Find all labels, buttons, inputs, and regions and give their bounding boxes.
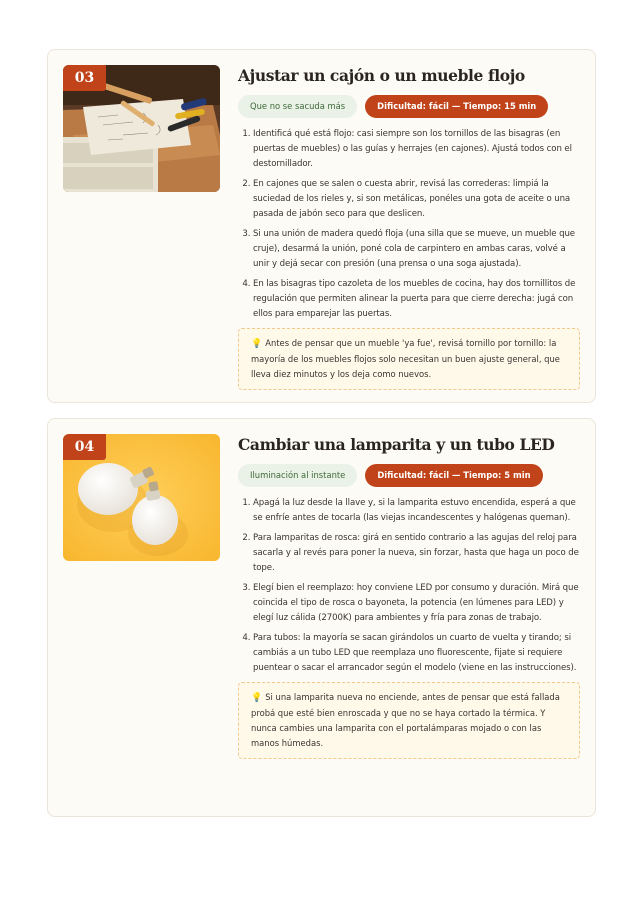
list-item: 1. Apagá la luz desde la llave y, si la lamparita estuvo encendida, esperá a que se enfríe antes de tocarla (las viejas incandescentes y halógenas queman).	[253, 496, 580, 526]
list-item: 1. Identificá qué está flojo: casi siempre son los tornillos de las bisagras (en puertas de muebles) o las guías y herrajes (en cajones). Ajustá todos con el destornillador.	[253, 127, 580, 172]
lightbulb-icon: 💡	[251, 693, 263, 703]
difficulty-time-badge: Dificultad: fácil — Tiempo: 15 min	[365, 95, 548, 118]
list-item: 4. Para tubos: la mayoría se sacan girándolos un cuarto de vuelta y tirando; si cambiás a un tubo LED que reemplaza uno fluorescente, fijate si requiere puentear o sacar el arrancador según el modelo (viene en las instrucciones).	[253, 631, 580, 676]
list-item: 4. En las bisagras tipo cazoleta de los muebles de cocina, hay dos tornillitos de regulación que permiten alinear la puerta para que cierre derecha: jugá con ellos para emparejar las puertas.	[253, 277, 580, 322]
step-number-badge: 04	[63, 434, 106, 460]
badge-row	[238, 464, 580, 487]
tip-text: Antes de pensar que un mueble 'ya fue', revisá tornillo por tornillo: la mayoría de los muebles flojos solo necesitan un buen ajuste general, que lleva diez minutos y los deja como nuevos.	[251, 338, 560, 379]
step-number-badge: 03	[63, 65, 106, 91]
steps-list	[238, 496, 580, 676]
card-title: Ajustar un cajón o un mueble flojo	[238, 66, 525, 85]
tip-box	[238, 328, 580, 390]
light-bulbs-photo	[63, 434, 220, 561]
list-item: 3. Elegí bien el reemplazo: hoy conviene LED por consumo y duración. Mirá que coincida el tipo de rosca o bayoneta, la potencia (en lúmenes para LED) y elegí luz cálida (2700K) para ambientes y fría para zonas de trabajo.	[253, 581, 580, 626]
tag-badge: Iluminación al instante	[238, 464, 357, 487]
badge-row	[238, 95, 580, 118]
guide-card-lightbulb	[47, 418, 596, 817]
steps-list	[238, 127, 580, 322]
tag-badge: Que no se sacuda más	[238, 95, 357, 118]
tip-text: Si una lamparita nueva no enciende, antes de pensar que está fallada probá que esté bien enroscada y que no se haya cortado la térmica. Y nunca cambies una lamparita con el portalámparas mojado o con las manos húmedas.	[251, 692, 560, 748]
tip-box	[238, 682, 580, 759]
list-item: 3. Si una unión de madera quedó floja (una silla que se mueve, un mueble que cruje), desarmá la unión, poné cola de carpintero en ambas caras, volvé a unir y dejá secar con presión (una prensa o una soga ajustada).	[253, 227, 580, 272]
lightbulb-icon: 💡	[251, 339, 263, 349]
card-title: Cambiar una lamparita y un tubo LED	[238, 435, 555, 454]
list-item: 2. Para lamparitas de rosca: girá en sentido contrario a las agujas del reloj para sacarla y al revés para poner la nueva, sin forzar, hasta que haga un poco de tope.	[253, 531, 580, 576]
guide-card-drawer	[47, 49, 596, 403]
difficulty-time-badge: Dificultad: fácil — Tiempo: 5 min	[365, 464, 542, 487]
list-item: 2. En cajones que se salen o cuesta abrir, revisá las correderas: limpiá la suciedad de los rieles y, si son metálicas, ponéles una gota de aceite o una pasada de jabón seco para que deslicen.	[253, 177, 580, 222]
furniture-tools-photo	[63, 65, 220, 192]
